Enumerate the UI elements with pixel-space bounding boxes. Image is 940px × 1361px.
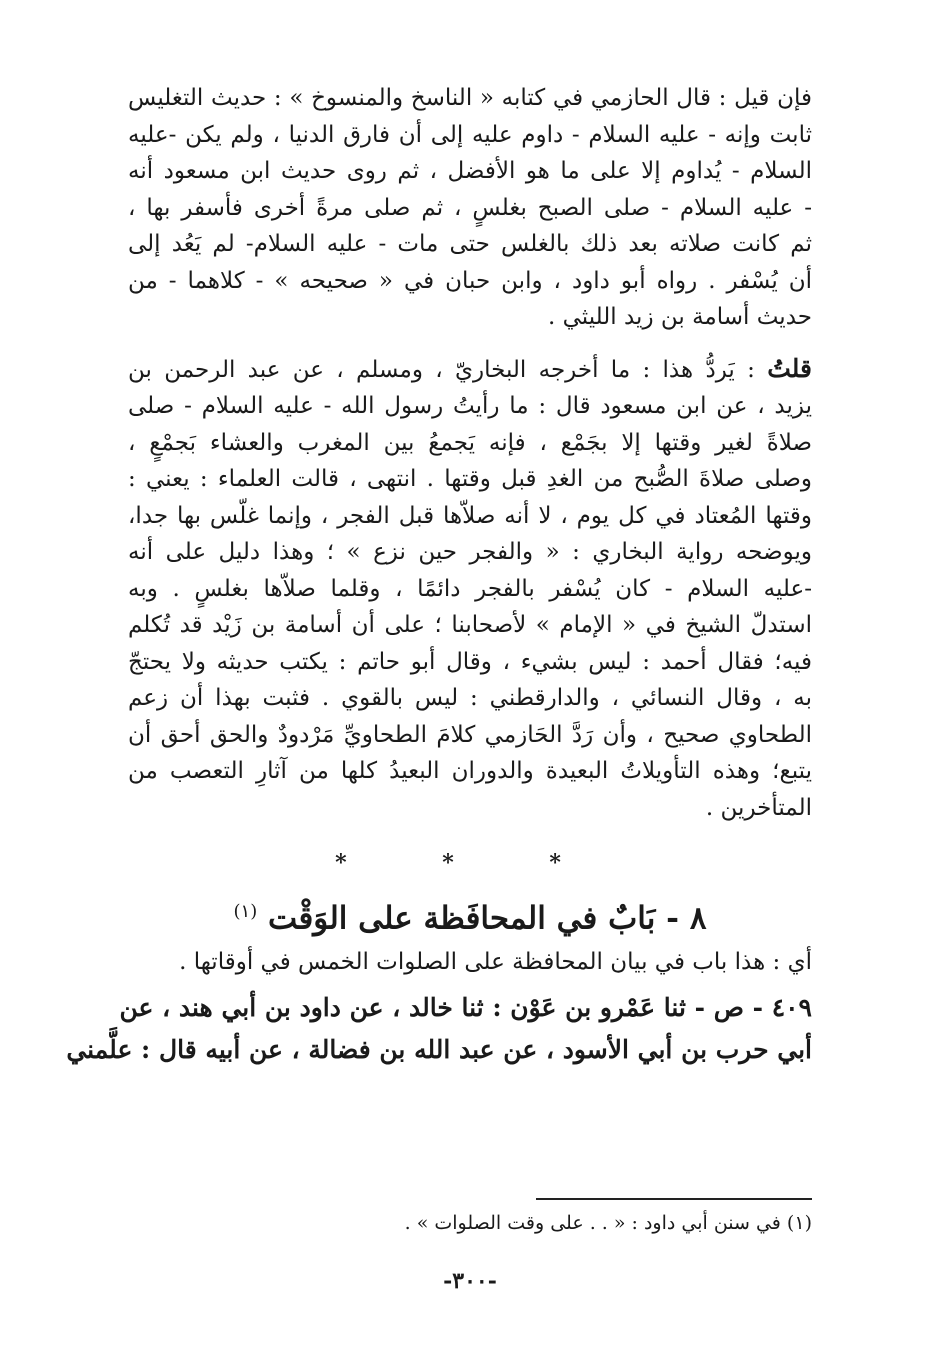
text-line: المتأخرين . <box>705 794 812 821</box>
paragraph-objection <box>128 80 812 336</box>
text-line: ويوضحه رواية البخاري : « والفجر حين نزع » ؛ وهذا دليل على أنه <box>128 539 812 565</box>
paragraph-response <box>128 351 812 827</box>
text-line: أن يُسْفر . رواه أبو داود ، وابن حبان في « صحيحه » - كلاهما - من <box>128 267 812 294</box>
text-line: وقتها المُعتاد في كل يوم ، لا أنه صلاّها قبل الفجر ، وإنما غلّس بها جدا، <box>128 502 812 529</box>
text-line: فإن قيل : قال الحازمي في كتابه « الناسخ والمنسوخ » : حديث التغليس <box>128 85 812 111</box>
text-line: ثابت وإنه - عليه السلام - داوم عليه إلى أن فارق الدنيا ، ولم يكن -عليه <box>128 121 812 148</box>
text-line: الطحاوي صحيح ، وأن رَدَّ الحَازمي كلامَ الطحاويِّ مَرْدودٌ والحق أحق أن <box>128 721 812 748</box>
text-line: حديث أسامة بن زيد الليثي . <box>547 304 812 330</box>
text-line: وصلى صلاةَ الصُّبح من الغدِ قبل وقتها . انتهى ، قالت العلماء : يعني : <box>128 466 812 492</box>
text-line: السلام - يُداوم إلا على ما هو الأفضل ، ثم روى حديث ابن مسعود أنه <box>128 158 812 184</box>
text-segment: : يَردُّ هذا : ما أخرجه البخاريّ ، ومسلم ، عن عبد الرحمن بن <box>128 356 768 383</box>
text-line: استدلّ الشيخ في « الإمام » لأصحابنا ؛ على أن أسامة بن زَيْد قد تُكلم <box>128 612 812 638</box>
footnote-marker: (١) <box>233 901 258 922</box>
text-line: ثم كانت صلاته بعد ذلك بالغلس حتى مات - عليه السلام- لم يَعُد إلى <box>128 231 812 257</box>
footnote-divider <box>536 1198 812 1200</box>
text-line: أي : هذا باب في بيان المحافظة على الصلوات الخمس في أوقاتها . <box>179 949 812 975</box>
hadith-text <box>66 987 812 1071</box>
chapter-title-text: ٨ - بَابٌ في المحافَظة على الوَقْت <box>268 900 707 937</box>
text-line: يزيد ، عن ابن مسعود قال : ما رأيتُ رسول الله - عليه السلام - صلى <box>128 393 812 419</box>
response-lead-word: قلتُ <box>767 353 812 383</box>
text-line: - عليه السلام - صلى الصبح بغلسٍ ، ثم صلى مرةً أخرى فأسفر بها ، <box>128 194 812 221</box>
chapter-explanation <box>128 944 812 981</box>
text-line: فيه؛ فقال أحمد : ليس بشيء ، وقال أبو حاتم : يكتب حديثه ولا يحتجّ <box>128 648 812 675</box>
text-line: يتبع؛ وهذه التأويلاتُ البعيدة والدوران البعيدُ كلها من آثارِ التعصب من <box>128 758 812 784</box>
chapter-heading <box>128 886 812 938</box>
text-line <box>128 351 812 389</box>
section-separator-stars: * * * <box>335 850 605 876</box>
text-line: به ، وقال النسائي ، والدارقطني : ليس بالقوي . فثبت بهذا أن زعم <box>128 685 812 711</box>
text-line: ٤٠٩ - ص - ثنا عَمْرو بن عَوْن : ثنا خالد ، عن داود بن أبي هند ، عن <box>119 992 812 1022</box>
text-line: -عليه السلام - كان يُسْفر بالفجر دائمًا ، وقلما صلاّها بغلسٍ . وبه <box>128 575 812 602</box>
footnote: (١) في سنن أبي داود : « . . على وقت الصلوات » . <box>404 1212 812 1234</box>
page-body <box>66 80 812 1071</box>
text-line: صلاةً لغير وقتها إلا بجَمْع ، فإنه يَجمعُ بين المغرب والعشاء بَجمْعٍ ، <box>128 429 812 456</box>
page-number: -٣٠٠- <box>443 1268 497 1294</box>
text-line: أبي حرب بن أبي الأسود ، عن عبد الله بن فضالة ، عن أبيه قال : علَّمني <box>66 1034 812 1064</box>
